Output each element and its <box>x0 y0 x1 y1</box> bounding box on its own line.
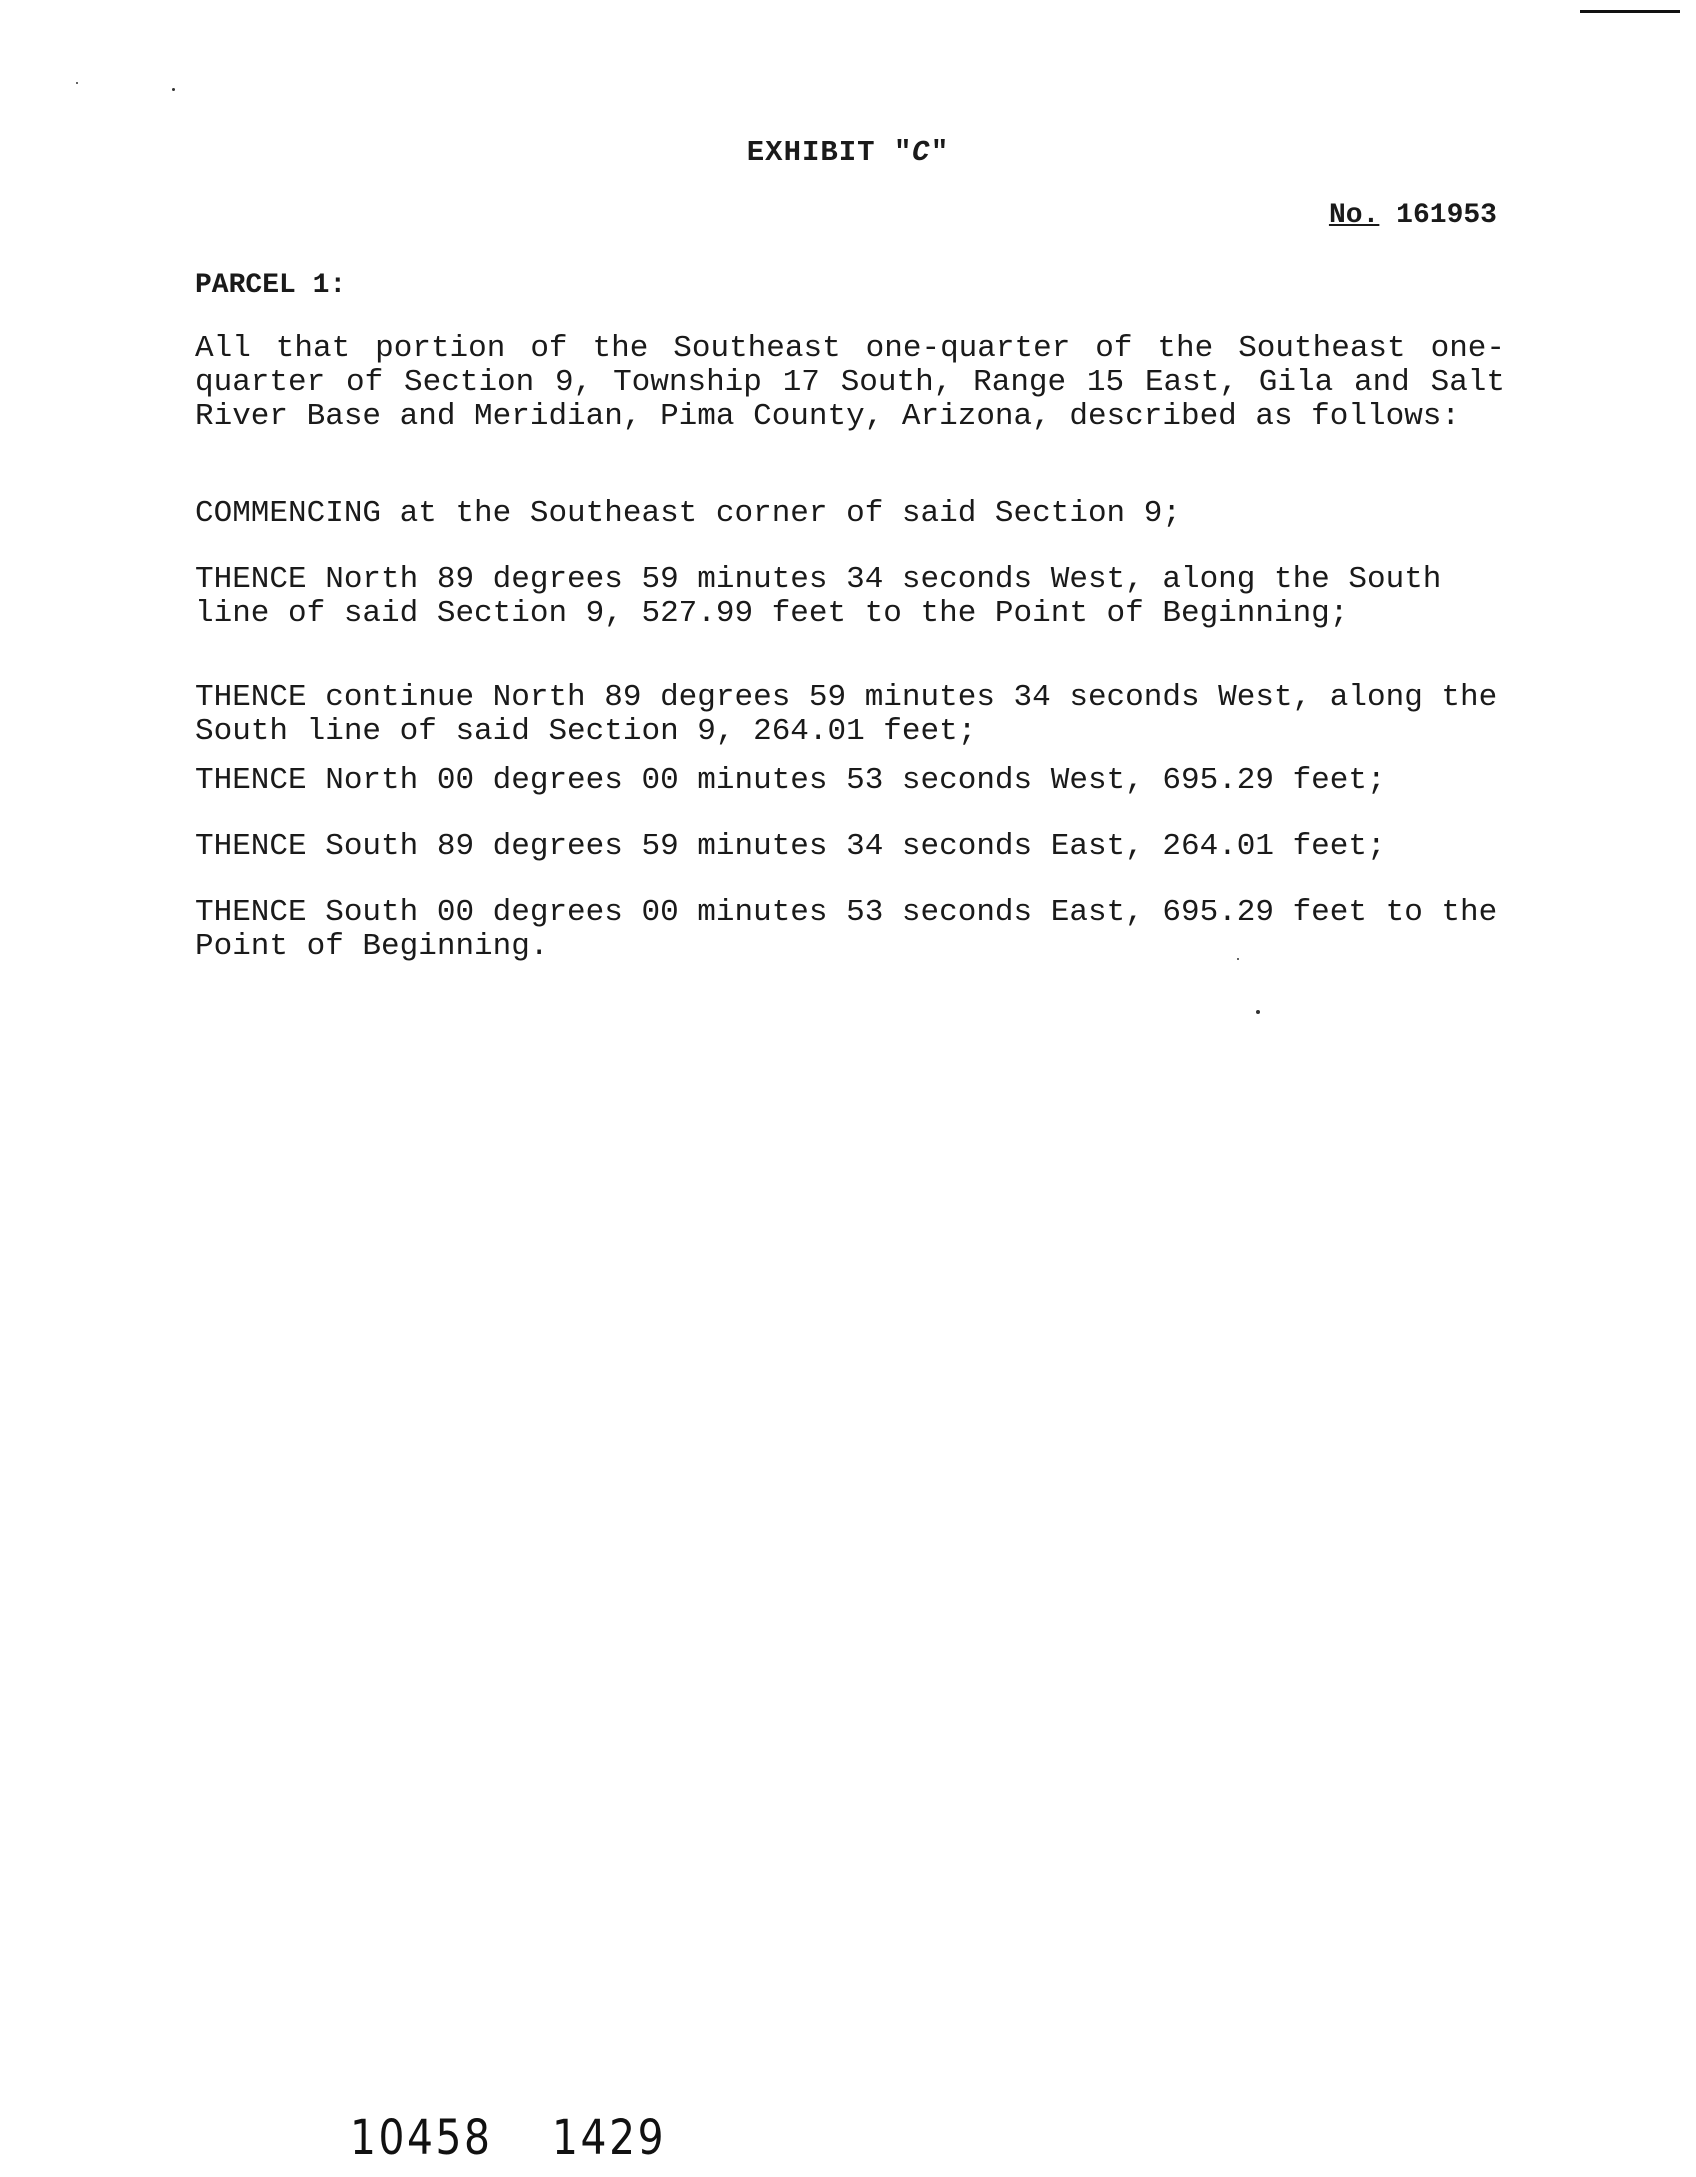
course-paragraph: THENCE South 00 degrees 00 minutes 53 seconds East, 695.29 feet to the Point of Beginning. <box>195 895 1498 964</box>
document-number-value: 161953 <box>1396 200 1497 231</box>
scan-speck <box>1256 1010 1260 1014</box>
exhibit-label: EXHIBIT " <box>746 136 913 169</box>
course-paragraph: THENCE North 89 degrees 59 minutes 34 seconds West, along the South line of said Section 9, 527.99 feet to the Point of Beginning; <box>195 562 1442 631</box>
recording-docket-number: 10458 <box>350 2110 493 2166</box>
parcel-heading: PARCEL 1: <box>195 270 347 301</box>
course-paragraph: THENCE South 89 degrees 59 minutes 34 seconds East, 264.01 feet; <box>195 829 1386 864</box>
scan-speck <box>172 88 175 91</box>
course-paragraph: THENCE continue North 89 degrees 59 minutes 34 seconds West, along the South line of said Section 9, 264.01 feet; <box>195 680 1498 749</box>
recording-stamp <box>350 2110 666 2166</box>
commencing-paragraph: COMMENCING at the Southeast corner of said Section 9; <box>195 496 1181 531</box>
scan-speck <box>76 82 78 84</box>
exhibit-title <box>0 136 1696 169</box>
document-number-label: No. <box>1328 200 1380 231</box>
course-paragraph: THENCE North 00 degrees 00 minutes 53 seconds West, 695.29 feet; <box>195 763 1386 798</box>
recording-page-number: 1429 <box>552 2110 667 2166</box>
document-number <box>1321 200 1497 231</box>
exhibit-close-quote: " <box>930 136 950 169</box>
scan-artifact-line <box>1580 10 1680 13</box>
exhibit-letter-mark: C <box>908 136 935 169</box>
legal-description-paragraph: All that portion of the Southeast one-quarter of the Southeast one-quarter of Section 9, Township 17 South, Range 15 East, Gila and Salt River Base and Meridian, Pima County, Arizona, described as follows: <box>195 331 1505 434</box>
